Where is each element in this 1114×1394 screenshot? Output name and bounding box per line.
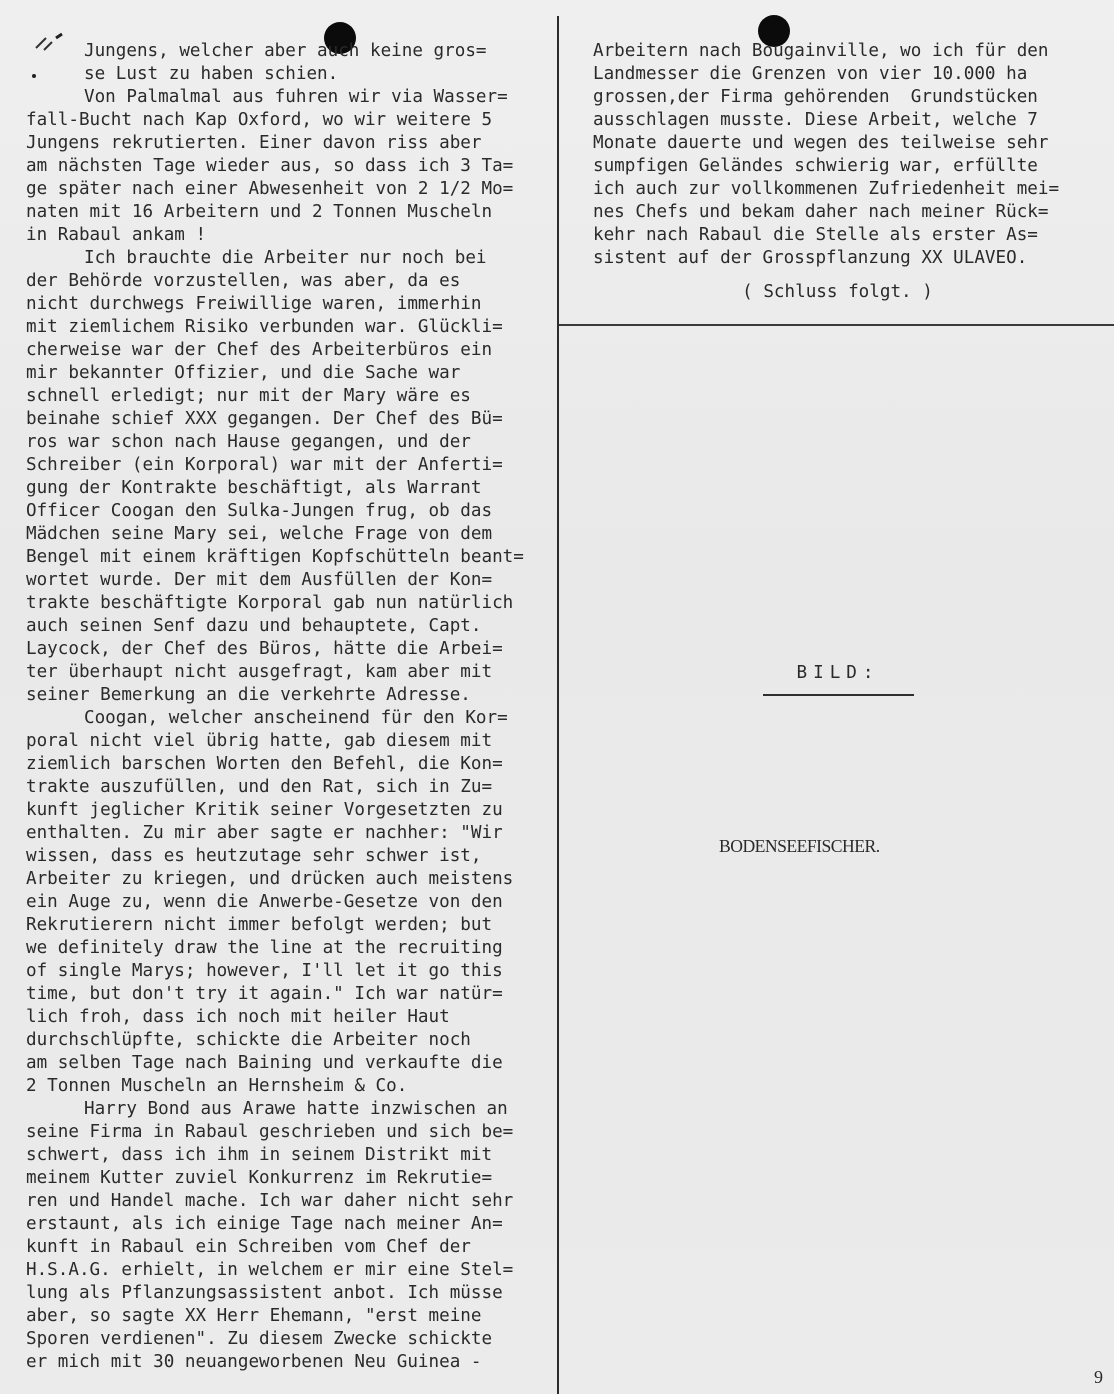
text-line: trakte beschäftigte Korporal gab nun natürlich — [26, 593, 514, 613]
text-line: wissen, dass es heutzutage sehr schwer ist, — [26, 846, 482, 866]
text-line: Jungens, welcher aber auch keine gros= — [84, 41, 487, 61]
text-line: nicht durchwegs Freiwillige waren, immerhin — [26, 294, 482, 314]
author-signature: BODENSEEFISCHER. — [719, 836, 880, 856]
column-divider — [557, 16, 559, 1394]
text-line: grossen,der Firma gehörenden Grundstücken — [593, 87, 1038, 107]
text-line: Laycock, der Chef des Büros, hätte die Arbei= — [26, 639, 503, 659]
text-line: auch seinen Senf dazu und behauptete, Capt. — [26, 616, 482, 636]
text-line: aber, so sagte XX Herr Ehemann, "erst meine — [26, 1306, 482, 1326]
text-line: Mädchen seine Mary sei, welche Frage von dem — [26, 524, 493, 544]
text-line: er mich mit 30 neuangeworbenen Neu Guinea - — [26, 1352, 482, 1372]
text-line: trakte auszufüllen, und den Rat, sich in Zu= — [26, 777, 493, 797]
left-column-text — [26, 40, 556, 1374]
closing-note: ( Schluss folgt. ) — [742, 282, 933, 302]
text-line: in Rabaul ankam ! — [26, 225, 207, 245]
text-line: ros war schon nach Hause gegangen, und der — [26, 432, 471, 452]
text-line: gung der Kontrakte beschäftigt, als Warrant — [26, 478, 482, 498]
text-line: cherweise war der Chef des Arbeiterbüros ein — [26, 340, 493, 360]
text-line: ausschlagen musste. Diese Arbeit, welche 7 — [593, 110, 1038, 130]
text-line: am nächsten Tage wieder aus, so dass ich 3 Ta= — [26, 156, 514, 176]
text-line: mit ziemlichem Risiko verbunden war. Glückli= — [26, 317, 503, 337]
text-line: lung als Pflanzungsassistent anbot. Ich müsse — [26, 1283, 503, 1303]
text-line: Sporen verdienen". Zu diesem Zwecke schickte — [26, 1329, 493, 1349]
text-line: we definitely draw the line at the recruiting — [26, 938, 503, 958]
text-line: Arbeitern nach Bougainville, wo ich für den — [593, 41, 1049, 61]
text-line: naten mit 16 Arbeitern und 2 Tonnen Muscheln — [26, 202, 493, 222]
text-line: am selben Tage nach Baining und verkaufte die — [26, 1053, 503, 1073]
image-caption-underline — [763, 694, 914, 696]
text-line: schwert, dass ich ihm in seinem Distrikt mit — [26, 1145, 493, 1165]
section-divider — [559, 324, 1114, 326]
text-line: ter überhaupt nicht ausgefragt, kam aber mit — [26, 662, 493, 682]
text-line: Schreiber (ein Korporal) war mit der Anferti= — [26, 455, 503, 475]
text-line: ge später nach einer Abwesenheit von 2 1/2 Mo= — [26, 179, 514, 199]
text-line: ein Auge zu, wenn die Anwerbe-Gesetze von den — [26, 892, 503, 912]
text-line: Von Palmalmal aus fuhren wir via Wasser= — [84, 87, 508, 107]
text-line: kunft jeglicher Kritik seiner Vorgesetzten zu — [26, 800, 503, 820]
text-line: kehr nach Rabaul die Stelle als erster As= — [593, 225, 1038, 245]
text-line: mir bekannter Offizier, und die Sache war — [26, 363, 461, 383]
text-line: seiner Bemerkung an die verkehrte Adresse. — [26, 685, 471, 705]
right-column-text — [593, 40, 1103, 270]
text-line: ziemlich barschen Worten den Befehl, die Kon= — [26, 754, 503, 774]
text-line: Officer Coogan den Sulka-Jungen frug, ob das — [26, 501, 493, 521]
text-line: Rekrutierern nicht immer befolgt werden; but — [26, 915, 493, 935]
text-line: sumpfigen Geländes schwierig war, erfüllte — [593, 156, 1038, 176]
text-line: enthalten. Zu mir aber sagte er nachher: "Wir — [26, 823, 503, 843]
text-line: nes Chefs und bekam daher nach meiner Rück= — [593, 202, 1049, 222]
text-line: Jungens rekrutierten. Einer davon riss aber — [26, 133, 482, 153]
text-line: schnell erledigt; nur mit der Mary wäre es — [26, 386, 471, 406]
text-line: Ich brauchte die Arbeiter nur noch bei — [84, 248, 487, 268]
text-line: meinem Kutter zuviel Konkurrenz im Rekrutie= — [26, 1168, 493, 1188]
text-line: Harry Bond aus Arawe hatte inzwischen an — [84, 1099, 508, 1119]
text-line: Landmesser die Grenzen von vier 10.000 ha — [593, 64, 1028, 84]
text-line: fall-Bucht nach Kap Oxford, wo wir weitere 5 — [26, 110, 493, 130]
text-line: kunft in Rabaul ein Schreiben vom Chef der — [26, 1237, 471, 1257]
text-line: H.S.A.G. erhielt, in welchem er mir eine Stel= — [26, 1260, 514, 1280]
text-line: 2 Tonnen Muscheln an Hernsheim & Co. — [26, 1076, 408, 1096]
text-line: Monate dauerte und wegen des teilweise sehr — [593, 133, 1049, 153]
text-line: Bengel mit einem kräftigen Kopfschütteln beant= — [26, 547, 524, 567]
text-line: Coogan, welcher anscheinend für den Kor= — [84, 708, 508, 728]
text-line: der Behörde vorzustellen, was aber, da es — [26, 271, 461, 291]
page-number: 9 — [1094, 1367, 1103, 1387]
image-caption: BILD: — [796, 663, 880, 683]
text-line: ich auch zur vollkommenen Zufriedenheit mei= — [593, 179, 1060, 199]
text-line: lich froh, dass ich noch mit heiler Haut — [26, 1007, 450, 1027]
text-line: se Lust zu haben schien. — [84, 64, 339, 84]
text-line: time, but don't try it again." Ich war natür= — [26, 984, 503, 1004]
text-line: durchschlüpfte, schickte die Arbeiter noch — [26, 1030, 471, 1050]
text-line: of single Marys; however, I'll let it go this — [26, 961, 503, 981]
text-line: wortet wurde. Der mit dem Ausfüllen der Kon= — [26, 570, 493, 590]
text-line: erstaunt, als ich einige Tage nach meiner An= — [26, 1214, 503, 1234]
text-line: ren und Handel mache. Ich war daher nicht sehr — [26, 1191, 514, 1211]
text-line: beinahe schief XXX gegangen. Der Chef des Bü= — [26, 409, 503, 429]
text-line: seine Firma in Rabaul geschrieben und sich be= — [26, 1122, 514, 1142]
text-line: sistent auf der Grosspflanzung XX ULAVEO. — [593, 248, 1028, 268]
text-line: poral nicht viel übrig hatte, gab diesem mit — [26, 731, 493, 751]
text-line: Arbeiter zu kriegen, und drücken auch meistens — [26, 869, 514, 889]
